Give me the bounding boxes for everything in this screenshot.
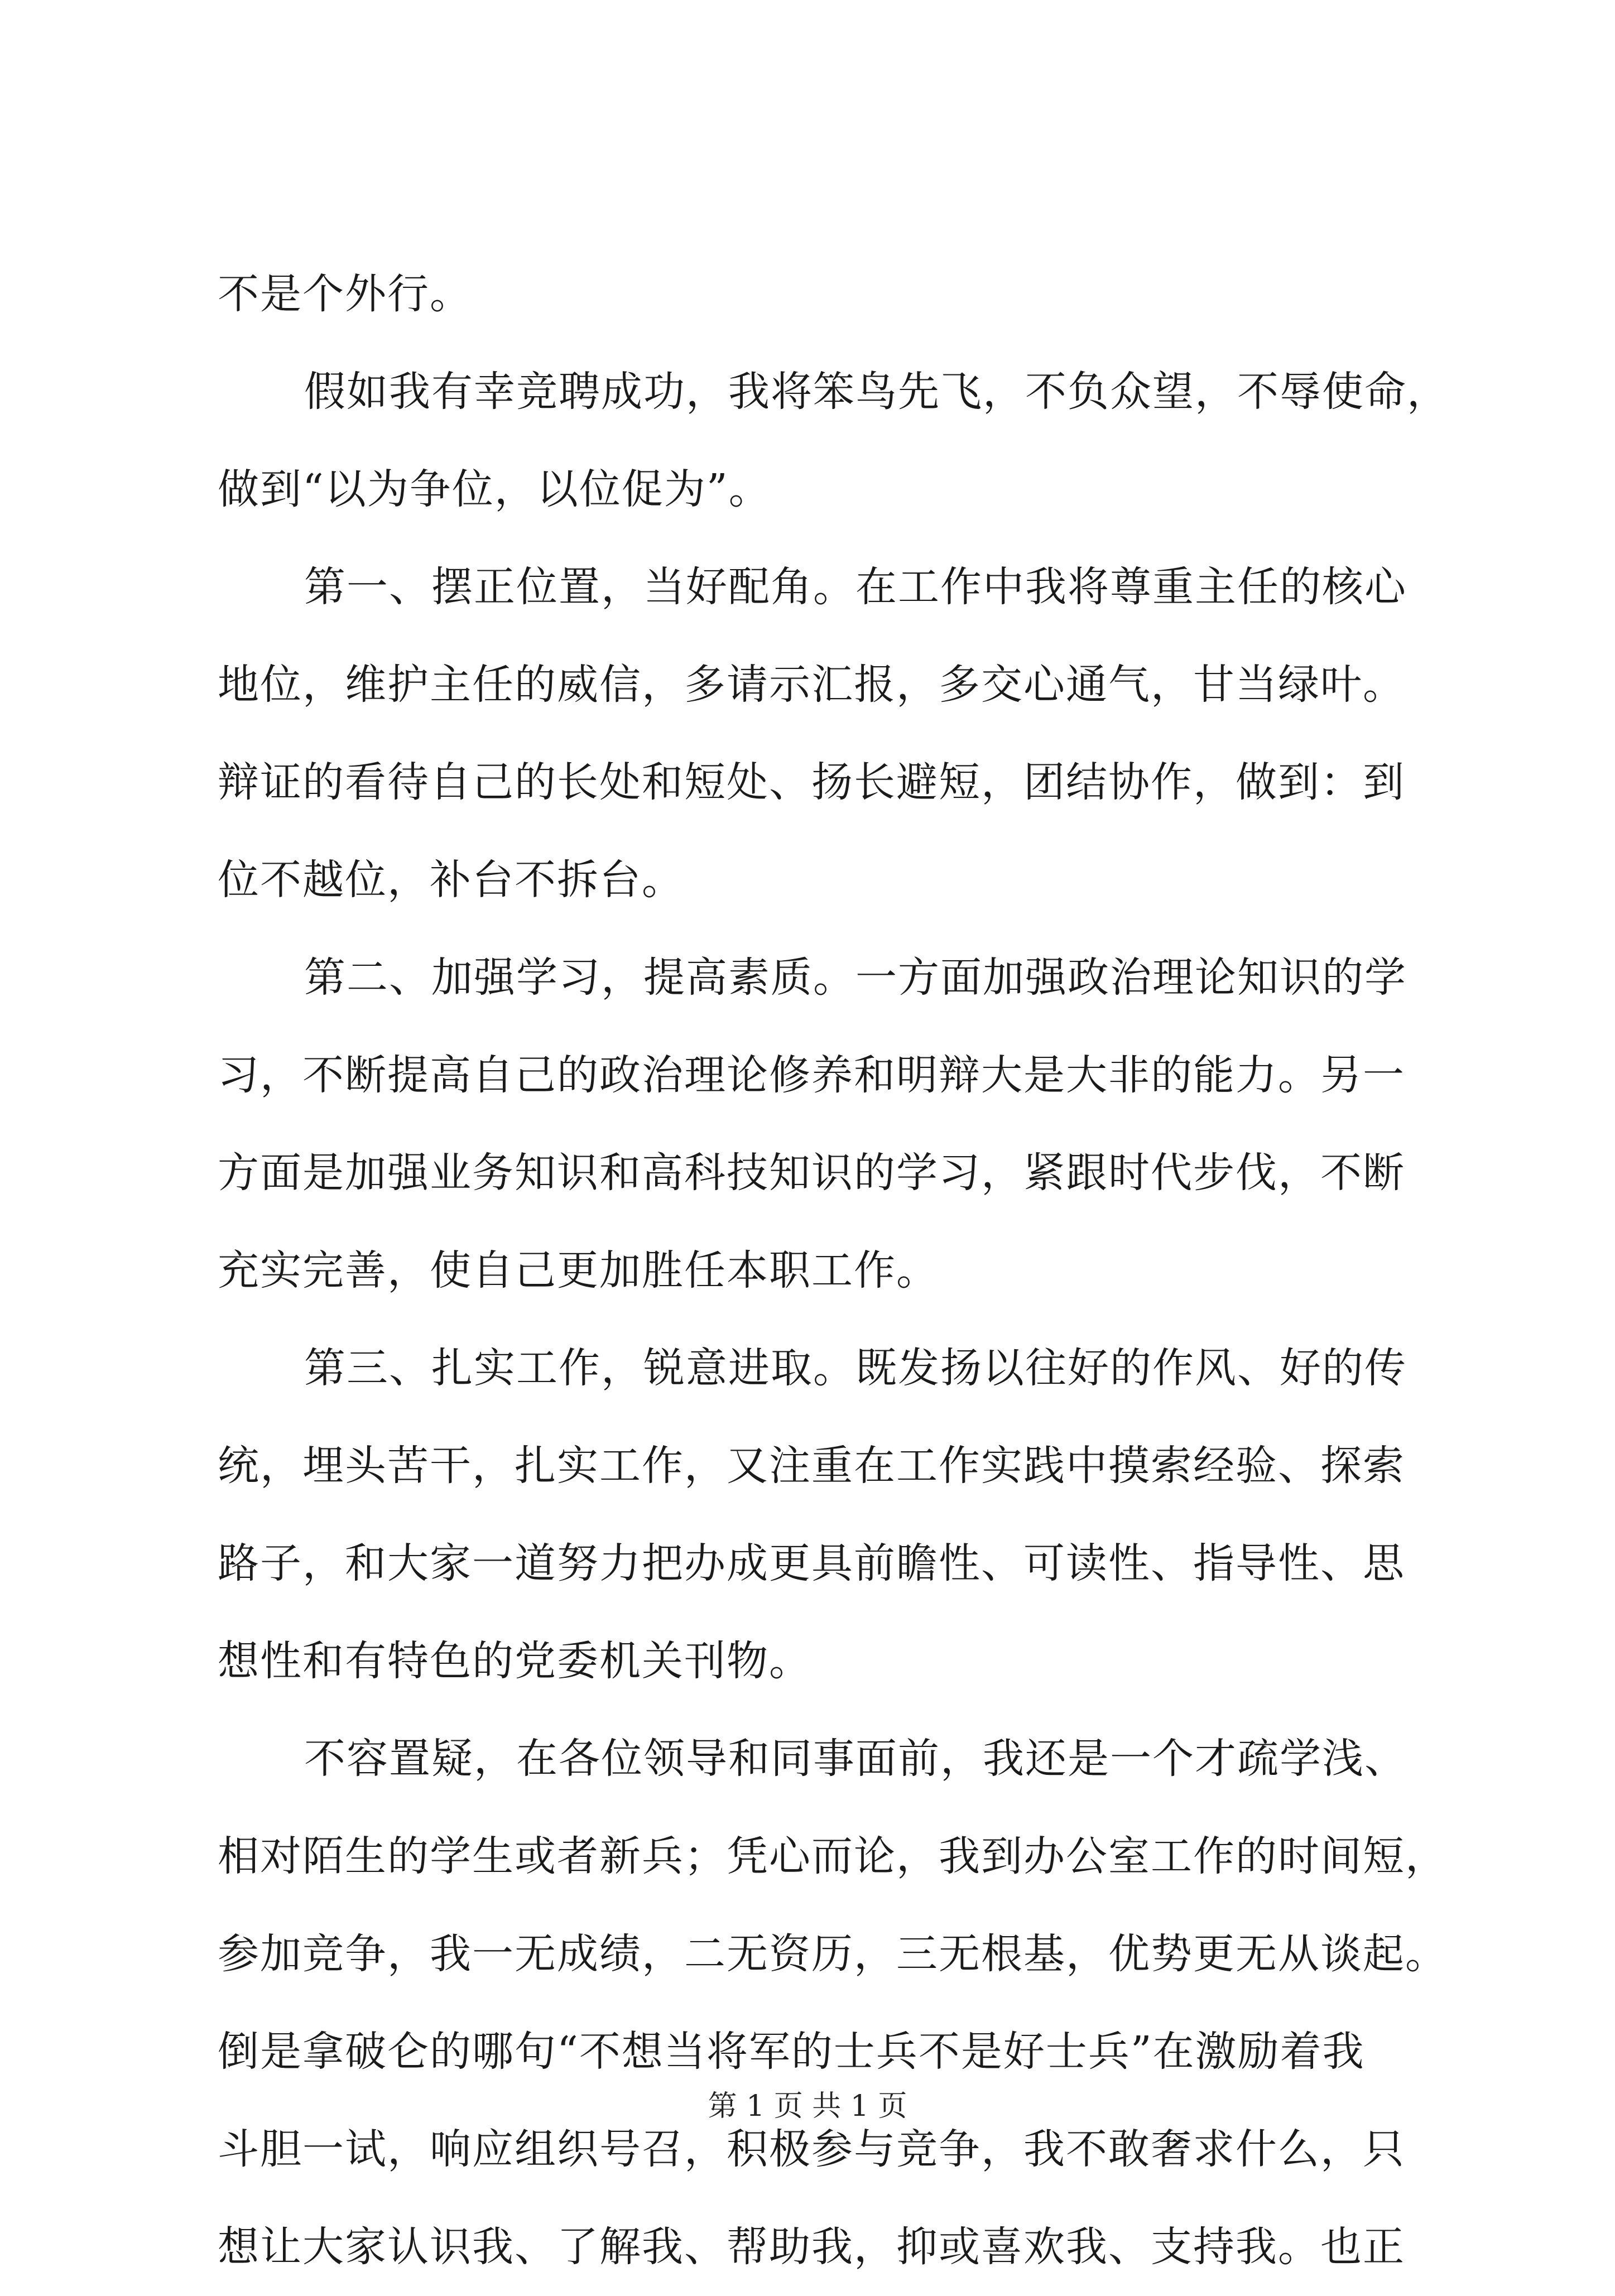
page-footer: 第 1 页 共 1 页 [708, 2090, 907, 2123]
text-line: 相对陌生的学生或者新兵；凭心而论，我到办公室工作的时间短， [218, 1832, 1448, 1880]
text-line: 不是个外行。 [218, 270, 472, 318]
text-line: 斗胆一试，响应组织号召，积极参与竞争，我不敢奢求什么，只 [218, 2125, 1405, 2173]
paragraph-first-line: 第一、摆正位置，当好配角。在工作中我将尊重主任的核心 [304, 563, 1407, 611]
text-line: 路子，和大家一道努力把办成更具前瞻性、可读性、指导性、思 [218, 1539, 1405, 1587]
text-line: 参加竞争，我一无成绩，二无资历，三无根基，优势更无从谈起。 [218, 1930, 1448, 1978]
text-line: 方面是加强业务知识和高科技知识的学习，紧跟时代步伐，不断 [218, 1149, 1405, 1197]
text-line: 统，埋头苦干，扎实工作，又注重在工作实践中摸索经验、探索 [218, 1442, 1405, 1490]
text-line: 倒是拿破仑的哪句“不想当将军的士兵不是好士兵”在激励着我 [218, 2028, 1365, 2076]
paragraph-first-line: 第二、加强学习，提高素质。一方面加强政治理论知识的学 [304, 954, 1407, 1002]
paragraph-first-line: 不容置疑，在各位领导和同事面前，我还是一个才疏学浅、 [304, 1735, 1407, 1783]
text-line: 地位，维护主任的威信，多请示汇报，多交心通气，甘当绿叶。 [218, 661, 1405, 709]
text-line: 位不越位，补台不拆台。 [218, 856, 684, 904]
text-line: 做到“以为争位，以位促为”。 [218, 465, 771, 513]
text-line: 想性和有特色的党委机关刊物。 [218, 1637, 811, 1685]
text-line: 想让大家认识我、了解我、帮助我，抑或喜欢我、支持我。也正 [218, 2223, 1405, 2271]
text-line: 充实完善，使自己更加胜任本职工作。 [218, 1246, 939, 1294]
paragraph-first-line: 第三、扎实工作，锐意进取。既发扬以往好的作风、好的传 [304, 1344, 1407, 1392]
document-body [218, 246, 1449, 2296]
text-line: 辩证的看待自己的长处和短处、扬长避短，团结协作，做到：到 [218, 758, 1405, 806]
text-line: 习，不断提高自己的政治理论修养和明辩大是大非的能力。另一 [218, 1051, 1405, 1099]
paragraph-first-line: 假如我有幸竞聘成功，我将笨鸟先飞，不负众望，不辱使命， [304, 368, 1449, 416]
